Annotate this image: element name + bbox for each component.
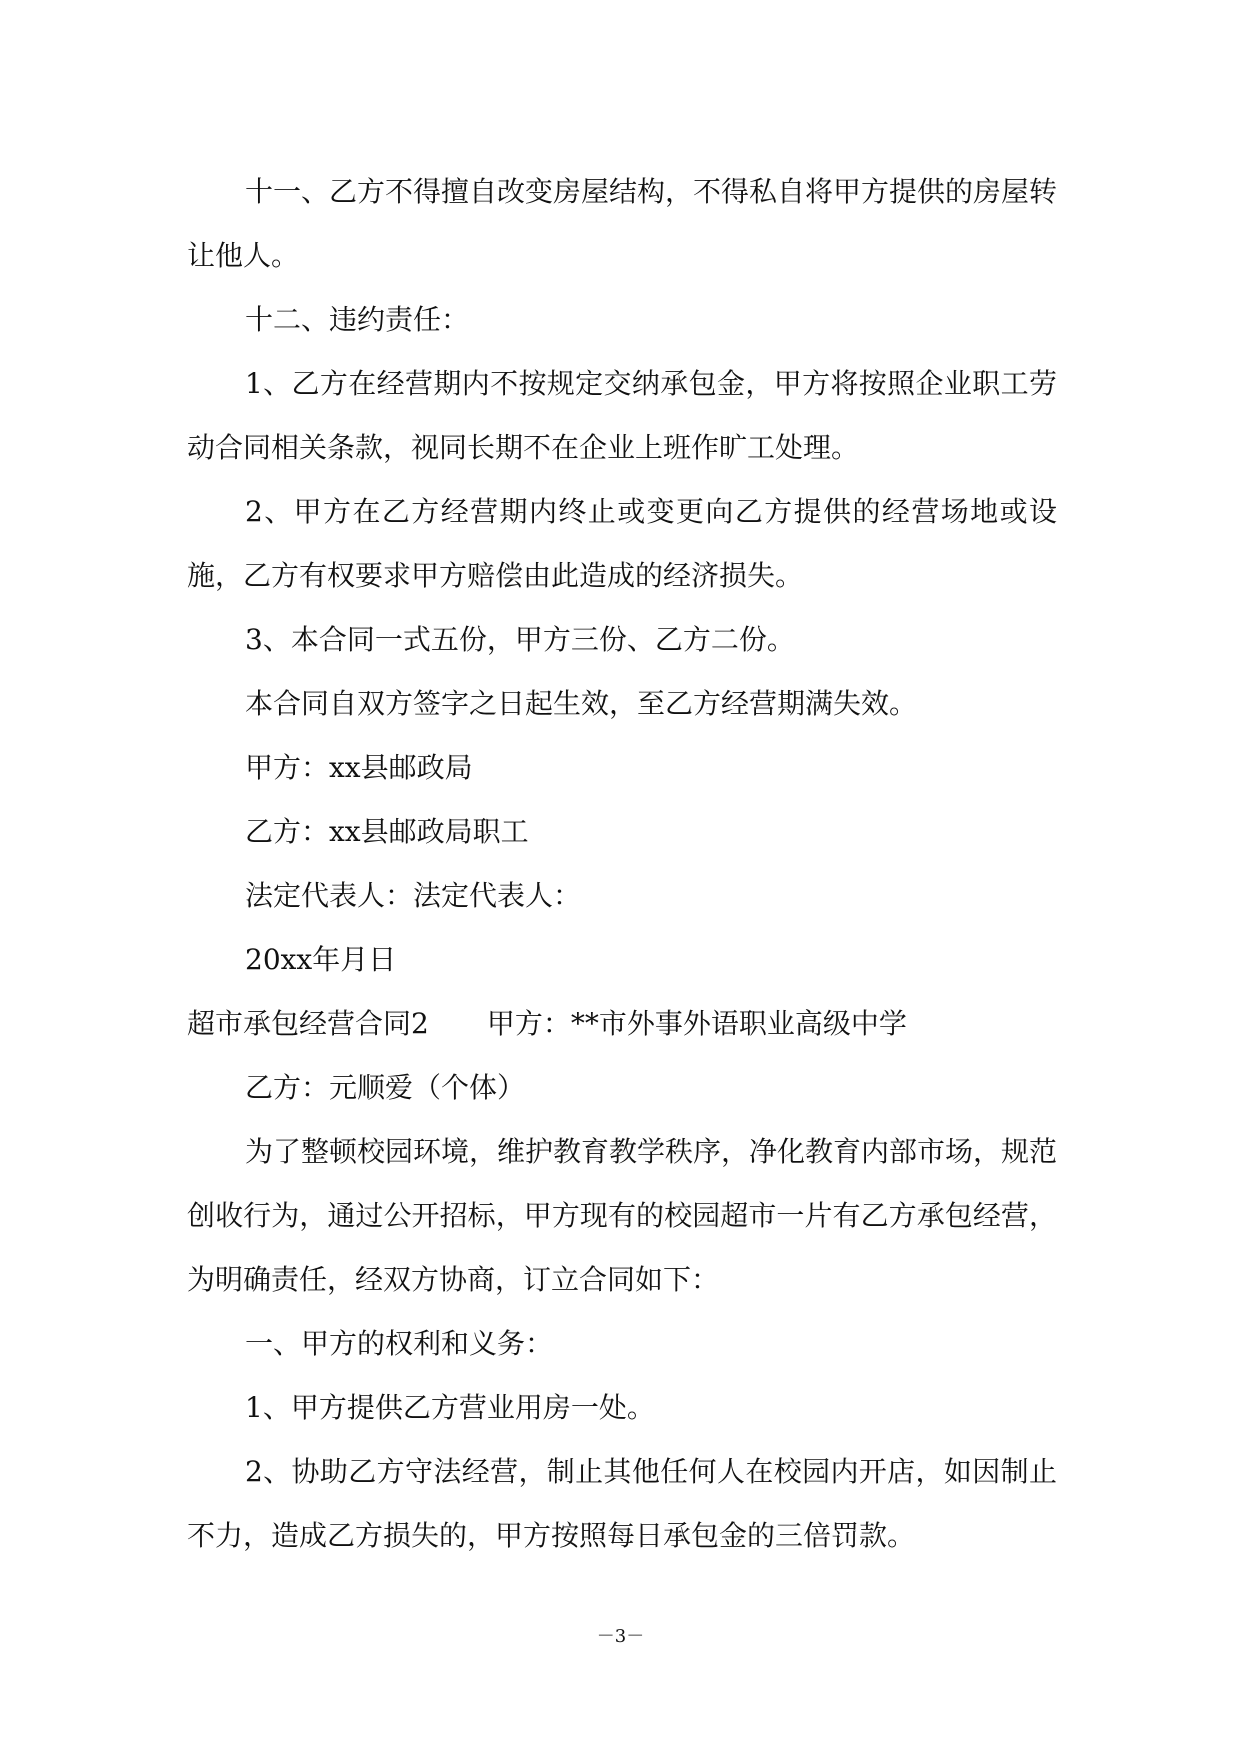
clause-11: 十一、乙方不得擅自改变房屋结构，不得私自将甲方提供的房屋转让他人。 xyxy=(187,175,1058,272)
contract-2-title: 超市承包经营合同2 xyxy=(187,1007,429,1040)
clause-12-item-1: 1、乙方在经营期内不按规定交纳承包金，甲方将按照企业职工劳动合同相关条款，视同长期不在企业上班作旷工处理。 xyxy=(187,367,1057,464)
clause-12-item-3: 3、本合同一式五份，甲方三份、乙方二份。 xyxy=(245,623,795,656)
party-a-signature: 甲方：xx县邮政局 xyxy=(245,751,473,784)
clause-12-heading: 十二、违约责任： xyxy=(245,303,470,336)
effective-clause: 本合同自双方签字之日起生效，至乙方经营期满失效。 xyxy=(245,687,918,720)
contract-2-section-1-heading: 一、甲方的权利和义务： xyxy=(245,1327,554,1360)
legal-representatives: 法定代表人：法定代表人： xyxy=(245,879,582,912)
contract-2-title-line xyxy=(187,992,1057,1056)
contract-2-party-b: 乙方：元顺爱（个体） xyxy=(245,1071,526,1104)
signing-date: 20xx年月日 xyxy=(245,943,397,976)
contract-2-party-a: 甲方：**市外事外语职业高级中学 xyxy=(486,1007,907,1040)
contract-2-section-1-item-2: 2、协助乙方守法经营，制止其他任何人在校园内开店，如因制止不力，造成乙方损失的，甲方按照每日承包金的三倍罚款。 xyxy=(187,1455,1057,1552)
contract-2-section-1-item-1: 1、甲方提供乙方营业用房一处。 xyxy=(245,1391,655,1424)
document-body xyxy=(187,160,1057,1568)
clause-12-item-2: 2、甲方在乙方经营期内终止或变更向乙方提供的经营场地或设施，乙方有权要求甲方赔偿由此造成的经济损失。 xyxy=(187,495,1057,592)
page-number: －3－ xyxy=(596,1626,645,1647)
contract-2-preamble: 为了整顿校园环境，维护教育教学秩序，净化教育内部市场，规范创收行为，通过公开招标，甲方现有的校园超市一片有乙方承包经营，为明确责任，经双方协商，订立合同如下： xyxy=(187,1135,1058,1296)
party-b-signature: 乙方：xx县邮政局职工 xyxy=(245,815,529,848)
